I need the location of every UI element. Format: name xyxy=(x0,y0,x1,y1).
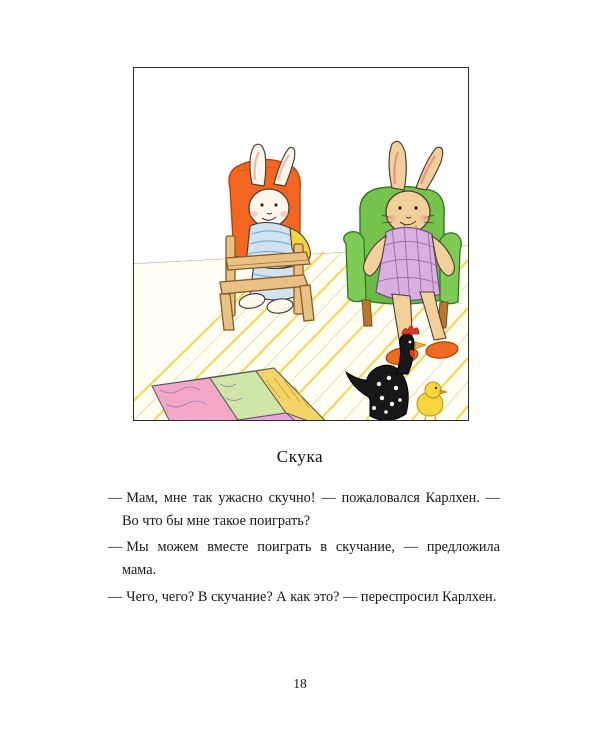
paragraph-text: Чего, чего? В скучание? А как это? — переспросил Карлхен. xyxy=(126,588,497,605)
paragraph xyxy=(108,487,500,533)
story-body xyxy=(108,487,500,612)
story-title: Скука xyxy=(276,447,324,466)
paragraph-text: Мы можем вместе поиграть в скучание, — предложила мама. xyxy=(122,539,500,579)
em-dash: — xyxy=(108,539,123,556)
em-dash: — xyxy=(108,490,123,506)
illustration-drawing xyxy=(134,68,468,420)
paragraph xyxy=(108,536,500,582)
paragraph-text: Мам, мне так ужасно скучно! — пожаловался Карлхен. — Во что бы мне такое поиграть? xyxy=(122,490,500,530)
illustration-figure xyxy=(133,67,469,421)
em-dash: — xyxy=(108,588,123,605)
page-number: 18 xyxy=(293,676,307,691)
paragraph xyxy=(108,586,500,609)
